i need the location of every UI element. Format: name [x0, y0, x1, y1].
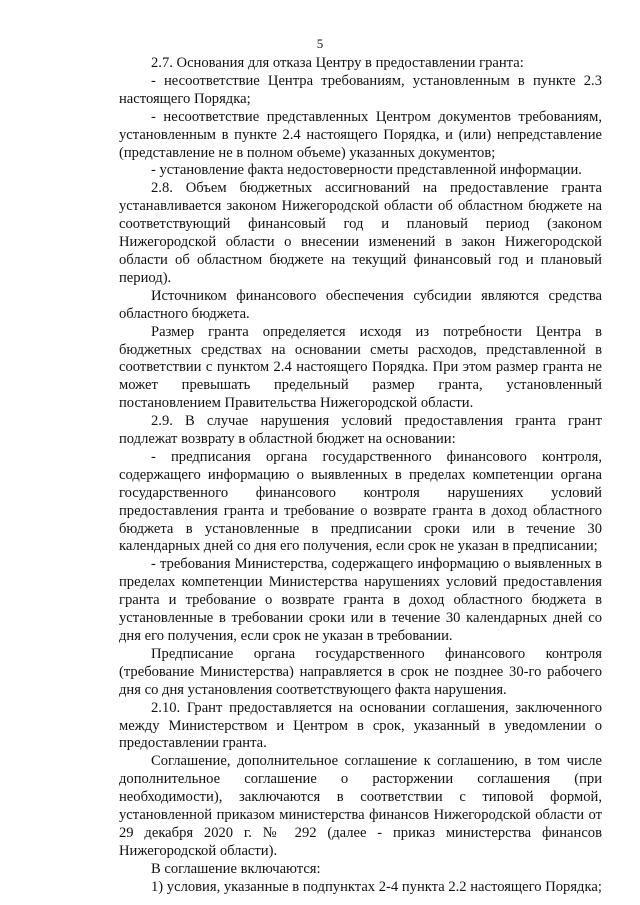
paragraph-2-10: 2.10. Грант предоставляется на основании соглашения, заключенного между Министерством и Центром в срок, указанный в уведомлении о предоставлении гранта. [119, 699, 602, 752]
paragraph: Размер гранта определяется исходя из потребности Центра в бюджетных средствах на основании сметы расходов, представленной в соответствии с пунктом 2.4 настоящего Порядка. При этом размер гранта не может превышать предельный размер гранта, установленный постановлением Правительства Нижегородской области. [119, 323, 602, 412]
paragraph: Источником финансового обеспечения субсидии являются средства областного бюджета. [119, 287, 602, 322]
paragraph: В соглашение включаются: [151, 860, 321, 877]
paragraph-2-8: 2.8. Объем бюджетных ассигнований на предоставление гранта устанавливается законом Нижегородской области об областном бюджете на соответствующий финансовый год и плановый период (законом Нижегородской области о внесении изменений в закон Нижегородской области об областном бюджете на текущий финансовый год и плановый период). [119, 180, 602, 286]
paragraph-2-7: 2.7. Основания для отказа Центру в предоставлении гранта: [151, 55, 524, 71]
paragraph-list-item: - установление факта недостоверности представленной информации. [151, 162, 582, 179]
paragraph-list-item: - несоответствие представленных Центром документов требованиям, установленным в пункте 2.4 настоящего Порядка, и (или) непредставление (представление не в полном объеме) указанных документов; [119, 108, 602, 161]
paragraph-list-item: - требования Министерства, содержащего информацию о выявленных в пределах компетенции Министерства нарушениях условий предоставления гранта и требование о возврате гранта в доход областного бюджета в установленные в требовании сроки или в течение 30 календарных дней со дня его получения, если срок не указан в требовании. [119, 556, 602, 644]
paragraph-list-item: - несоответствие Центра требованиям, установленным в пункте 2.3 настоящего Порядка; [119, 72, 602, 107]
paragraph: Соглашение, дополнительное соглашение к соглашению, в том числе дополнительное соглашение о расторжении соглашения (при необходимости), заключаются в соответствии с типовой формой, установленной приказом министерства финансов Нижегородской области от 29 декабря 2020 г. № 292 (далее - приказ министерства финансов Нижегородской области). [119, 753, 602, 859]
paragraph-list-item: 1) условия, указанные в подпунктах 2-4 пункта 2.2 настоящего Порядка; [151, 878, 602, 895]
paragraph: Предписание органа государственного финансового контроля (требование Министерства) направляется в срок не позднее 30-го рабочего дня со дня установления соответствующего факта нарушения. [119, 645, 602, 698]
page-number: 5 [316, 36, 324, 51]
paragraph-list-item: - предписания органа государственного финансового контроля, содержащего информацию о выявленных в пределах компетенции органа государственного финансового контроля нарушениях условий предоставления гранта и требование о возврате гранта в доход областного бюджета в установленные в предписании сроки или в течение 30 календарных дней со дня его получения, если срок не указан в предписании; [119, 448, 602, 555]
document-body [119, 55, 602, 897]
paragraph-2-9: 2.9. В случае нарушения условий предоставления гранта грант подлежат возврату в областной бюджет на основании: [119, 413, 602, 448]
